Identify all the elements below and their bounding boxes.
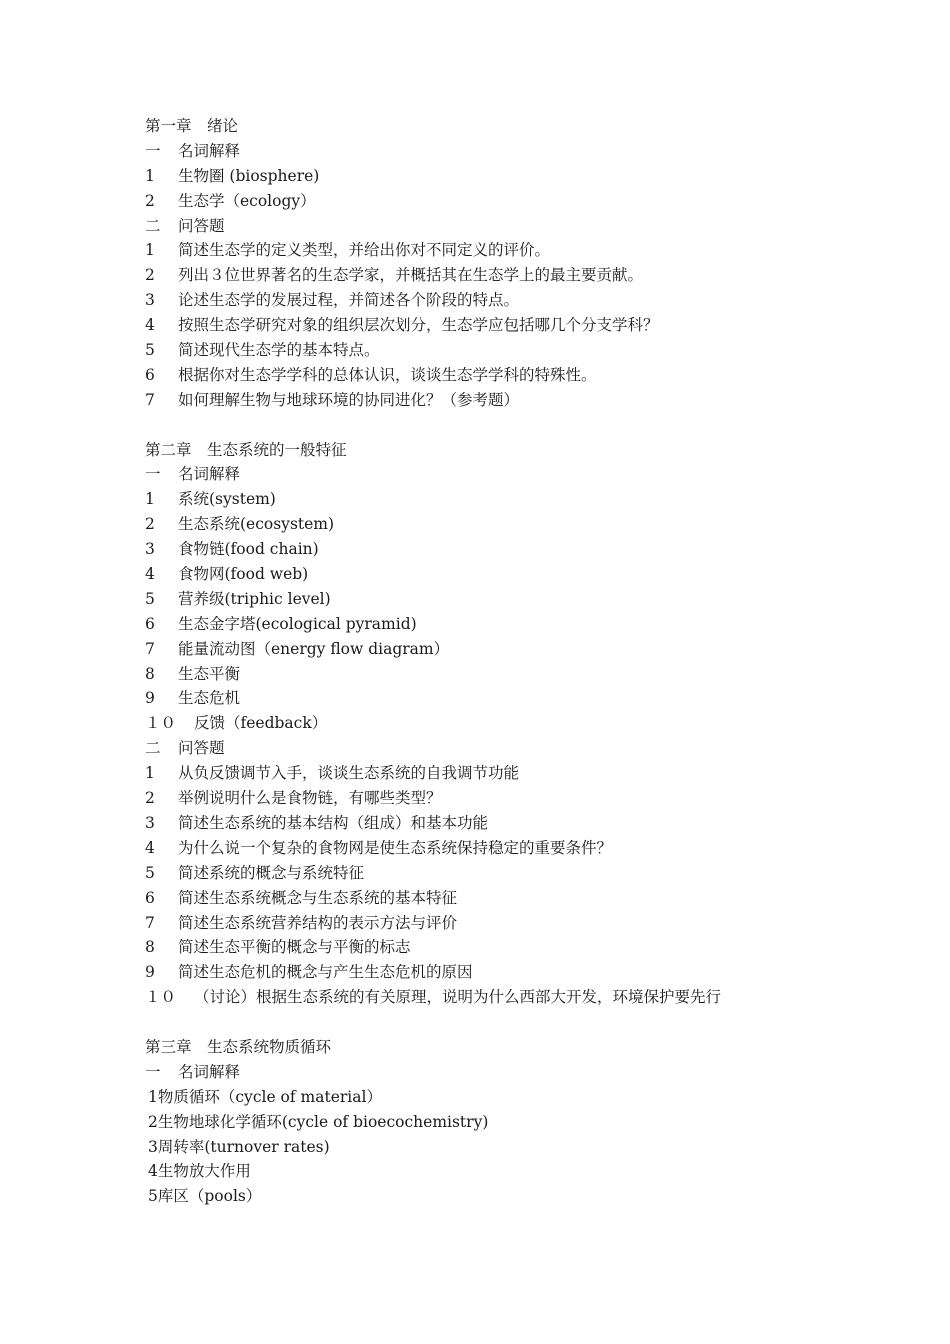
item-number: 2 <box>145 789 155 808</box>
chapter-title: 第一章 绪论 <box>145 117 239 135</box>
item-number: 5 <box>145 589 155 608</box>
list-item <box>145 985 925 1010</box>
section-number: 二 <box>145 216 161 235</box>
item-number: １０ <box>145 714 177 733</box>
list-item <box>145 263 925 288</box>
item-number: 4 <box>145 838 155 857</box>
item-number: 2 <box>145 515 155 534</box>
item-text: 营养级(triphic level) <box>178 589 331 608</box>
section-heading <box>145 139 925 164</box>
item-number: 3 <box>145 813 155 832</box>
item-text: 论述生态学的发展过程，并简述各个阶段的特点。 <box>178 291 520 310</box>
item-text: 反馈（feedback） <box>194 714 328 733</box>
blank-line <box>145 413 925 438</box>
list-item <box>145 1085 925 1110</box>
item-number: 9 <box>145 963 155 982</box>
item-number: 3 <box>148 1137 158 1156</box>
blank-line <box>145 1010 925 1035</box>
item-text: 生物放大作用 <box>157 1162 251 1181</box>
list-item <box>145 562 925 587</box>
section-heading-text: 名词解释 <box>178 1062 241 1081</box>
item-text: 生态平衡 <box>178 664 241 683</box>
item-text: 生态学（ecology） <box>178 191 316 210</box>
item-text: 如何理解生物与地球环境的协同进化？（参考题） <box>178 390 520 409</box>
item-text: 库区（pools） <box>157 1187 262 1206</box>
item-text: 生态金字塔(ecological pyramid) <box>178 614 417 633</box>
section-heading <box>145 462 925 487</box>
item-text: 系统(system) <box>178 490 276 509</box>
item-text: 生态系统(ecosystem) <box>178 515 335 534</box>
section-heading <box>145 1060 925 1085</box>
list-item <box>145 886 925 911</box>
item-number: 2 <box>148 1112 158 1131</box>
item-number: 6 <box>145 888 155 907</box>
list-item <box>145 189 925 214</box>
list-item <box>145 711 925 736</box>
item-text: 食物链(food chain) <box>178 540 319 559</box>
section-heading-text: 名词解释 <box>178 465 241 484</box>
item-number: 4 <box>148 1162 158 1181</box>
list-item <box>145 811 925 836</box>
item-text: 从负反馈调节入手，谈谈生态系统的自我调节功能 <box>178 764 520 783</box>
item-number: 5 <box>145 863 155 882</box>
item-text: 能量流动图（energy flow diagram） <box>178 639 450 658</box>
item-text: 简述生态系统概念与生态系统的基本特征 <box>178 888 458 907</box>
list-item <box>145 1159 925 1184</box>
item-text: （讨论）根据生态系统的有关原理，说明为什么西部大开发，环境保护要先行 <box>194 988 722 1007</box>
list-item <box>145 637 925 662</box>
item-number: 4 <box>145 316 155 335</box>
item-text: 周转率(turnover rates) <box>157 1137 330 1156</box>
list-item <box>145 761 925 786</box>
item-text: 简述生态系统的基本结构（组成）和基本功能 <box>178 813 489 832</box>
list-item <box>145 537 925 562</box>
item-text: 食物网(food web) <box>178 565 309 584</box>
list-item <box>145 512 925 537</box>
item-number: 5 <box>145 341 155 360</box>
item-number: 5 <box>148 1187 158 1206</box>
list-item <box>145 587 925 612</box>
chapter-title: 第三章 生态系统物质循环 <box>145 1037 332 1056</box>
item-number: 2 <box>145 191 155 210</box>
item-number: 1 <box>145 490 155 509</box>
item-number: 6 <box>145 365 155 384</box>
item-number: 1 <box>148 1087 158 1106</box>
item-number: 2 <box>145 266 155 285</box>
item-text: 简述生态平衡的概念与平衡的标志 <box>178 938 411 957</box>
list-item <box>145 1184 925 1209</box>
list-item <box>145 388 925 413</box>
item-text: 按照生态学研究对象的组织层次划分，生态学应包括哪几个分支学科？ <box>178 316 659 335</box>
item-number: １０ <box>145 988 177 1007</box>
item-number: 3 <box>145 291 155 310</box>
section-heading <box>145 736 925 761</box>
item-number: 8 <box>145 664 155 683</box>
list-item <box>145 238 925 263</box>
item-number: 1 <box>145 241 155 260</box>
item-text: 举例说明什么是食物链，有哪些类型？ <box>178 789 442 808</box>
section-heading-text: 问答题 <box>178 739 225 758</box>
item-number: 9 <box>145 689 155 708</box>
section-number: 一 <box>145 141 161 160</box>
item-number: 7 <box>145 639 155 658</box>
list-item <box>145 1135 925 1160</box>
document-page <box>145 114 925 1209</box>
item-number: 4 <box>145 565 155 584</box>
list-item <box>145 960 925 985</box>
list-item <box>145 1110 925 1135</box>
list-item <box>145 861 925 886</box>
section-number: 一 <box>145 465 161 484</box>
section-number: 一 <box>145 1062 161 1081</box>
list-item <box>145 313 925 338</box>
item-text: 简述系统的概念与系统特征 <box>178 863 365 882</box>
item-text: 简述生态学的定义类型，并给出你对不同定义的评价。 <box>178 241 551 260</box>
item-text: 根据你对生态学学科的总体认识，谈谈生态学学科的特殊性。 <box>178 365 597 384</box>
list-item <box>145 164 925 189</box>
item-text: 简述生态系统营养结构的表示方法与评价 <box>178 913 458 932</box>
item-number: 3 <box>145 540 155 559</box>
section-heading-text: 名词解释 <box>178 141 241 160</box>
item-text: 生态危机 <box>178 689 241 708</box>
list-item <box>145 338 925 363</box>
list-item <box>145 786 925 811</box>
item-number: 1 <box>145 764 155 783</box>
item-number: 6 <box>145 614 155 633</box>
item-text: 简述生态危机的概念与产生生态危机的原因 <box>178 963 473 982</box>
section-heading <box>145 214 925 239</box>
list-item <box>145 288 925 313</box>
section-number: 二 <box>145 739 161 758</box>
item-text: 物质循环（cycle of material） <box>157 1087 382 1106</box>
list-item <box>145 686 925 711</box>
list-item <box>145 363 925 388</box>
list-item <box>145 662 925 687</box>
item-text: 简述现代生态学的基本特点。 <box>178 341 380 360</box>
item-number: 1 <box>145 166 155 185</box>
item-text: 列出３位世界著名的生态学家，并概括其在生态学上的最主要贡献。 <box>178 266 644 285</box>
item-text: 生物圈 (biosphere) <box>178 166 320 185</box>
list-item <box>145 836 925 861</box>
section-heading-text: 问答题 <box>178 216 225 235</box>
list-item <box>145 935 925 960</box>
item-number: 8 <box>145 938 155 957</box>
item-number: 7 <box>145 390 155 409</box>
item-text: 生物地球化学循环(cycle of bioecochemistry) <box>157 1112 489 1131</box>
item-number: 7 <box>145 913 155 932</box>
chapter-title: 第二章 生态系统的一般特征 <box>145 440 347 459</box>
list-item <box>145 487 925 512</box>
item-text: 为什么说一个复杂的食物网是使生态系统保持稳定的重要条件？ <box>178 838 613 857</box>
list-item <box>145 612 925 637</box>
list-item <box>145 911 925 936</box>
